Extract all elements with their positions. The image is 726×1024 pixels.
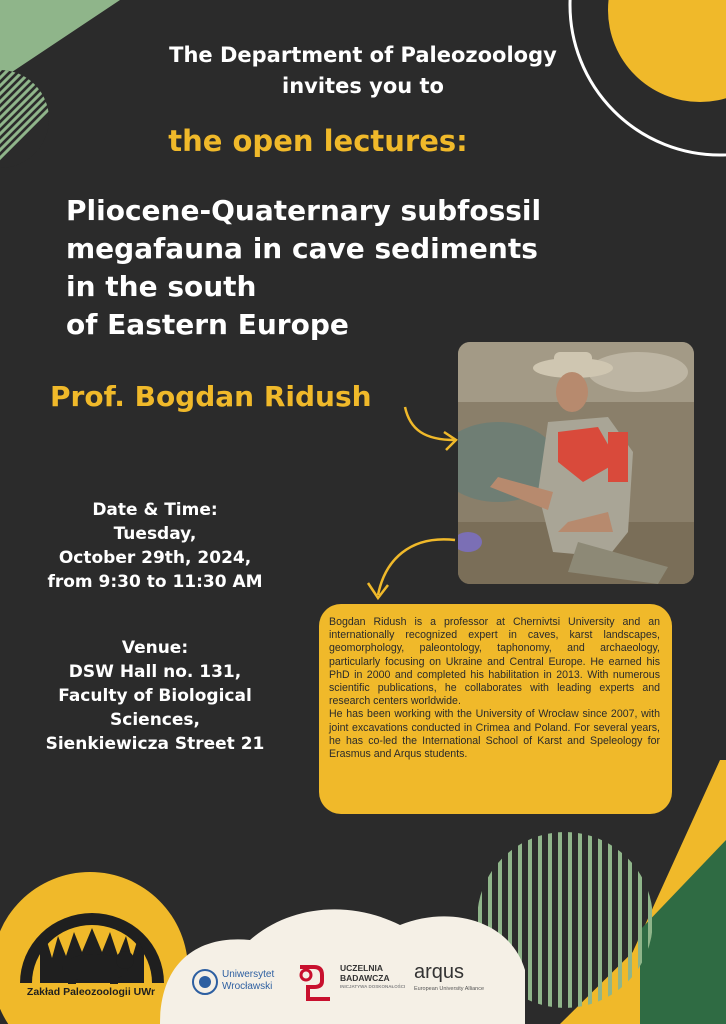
- bio-paragraph-1: Bogdan Ridush is a professor at Chernivtsi University and an internationally recognized expert in caves, karst landscapes, geomorphology, paleontology, taphonomy, and archaeology, particularly focusing on Ukraine and Central Europe. He earned his PhD in 2000 and completed his habilitation in 2013. With numerous scientific publications, he collaborates with leading experts and research centers worldwide.: [329, 616, 660, 708]
- lecture-title: [66, 192, 666, 344]
- bio-paragraph-2: He has been working with the University of Wrocław since 2007, with joint excavations conducted in Crimea and Poland. For several years, he has co-led the International School of Karst and Speleology for Erasmus and Arqus students.: [329, 708, 660, 761]
- venue-hall: DSW Hall no. 131,: [68, 662, 242, 682]
- department-logo-text: Zakład Paleozoologii UWr: [26, 986, 156, 998]
- inviter-heading: [0, 40, 726, 102]
- university-crest-icon: [192, 969, 218, 995]
- inviter-line-2: invites you to: [282, 74, 444, 98]
- uni-line-1: Uniwersytet: [222, 969, 275, 980]
- date-time-block: [20, 498, 290, 594]
- venue-label: Venue:: [121, 638, 189, 658]
- speaker-name: Prof. Bogdan Ridush: [50, 380, 372, 413]
- ub-logo-text: [340, 963, 405, 991]
- university-logo-text: [222, 969, 274, 993]
- ub-logo-icon: [294, 961, 338, 1005]
- title-line: megafauna in cave sediments: [66, 232, 538, 265]
- venue-faculty-1: Faculty of Biological: [58, 686, 252, 706]
- ub-line-3: INICJATYWA DOSKONAŁOŚCI: [340, 984, 406, 989]
- arqus-logo-text: arqus: [414, 961, 465, 983]
- inviter-line-1: The Department of Paleozoology: [169, 43, 557, 67]
- speaker-photo: [458, 342, 694, 584]
- venue-faculty-2: Sciences,: [110, 710, 200, 730]
- venue-street: Sienkiewicza Street 21: [45, 734, 265, 754]
- department-logo: [10, 908, 175, 1018]
- title-line: in the south: [66, 270, 257, 303]
- date-date: October 29th, 2024,: [58, 548, 252, 568]
- title-line: Pliocene-Quaternary subfossil: [66, 194, 542, 227]
- arqus-subtitle: European University Alliance: [414, 986, 485, 992]
- lecture-subtitle: the open lectures:: [168, 124, 468, 158]
- footer-logos: [170, 955, 526, 1024]
- title-line: of Eastern Europe: [66, 308, 349, 341]
- date-time: from 9:30 to 11:30 AM: [47, 572, 263, 592]
- date-label: Date & Time:: [92, 500, 218, 520]
- speaker-bio-box: [319, 604, 672, 814]
- date-day: Tuesday,: [113, 524, 197, 544]
- uni-line-2: Wrocławski: [222, 981, 273, 992]
- venue-block: [20, 636, 290, 756]
- ub-line-1: UCZELNIA: [340, 963, 383, 973]
- arrow-to-bio: [378, 539, 455, 595]
- ub-line-2: BADAWCZA: [340, 973, 390, 983]
